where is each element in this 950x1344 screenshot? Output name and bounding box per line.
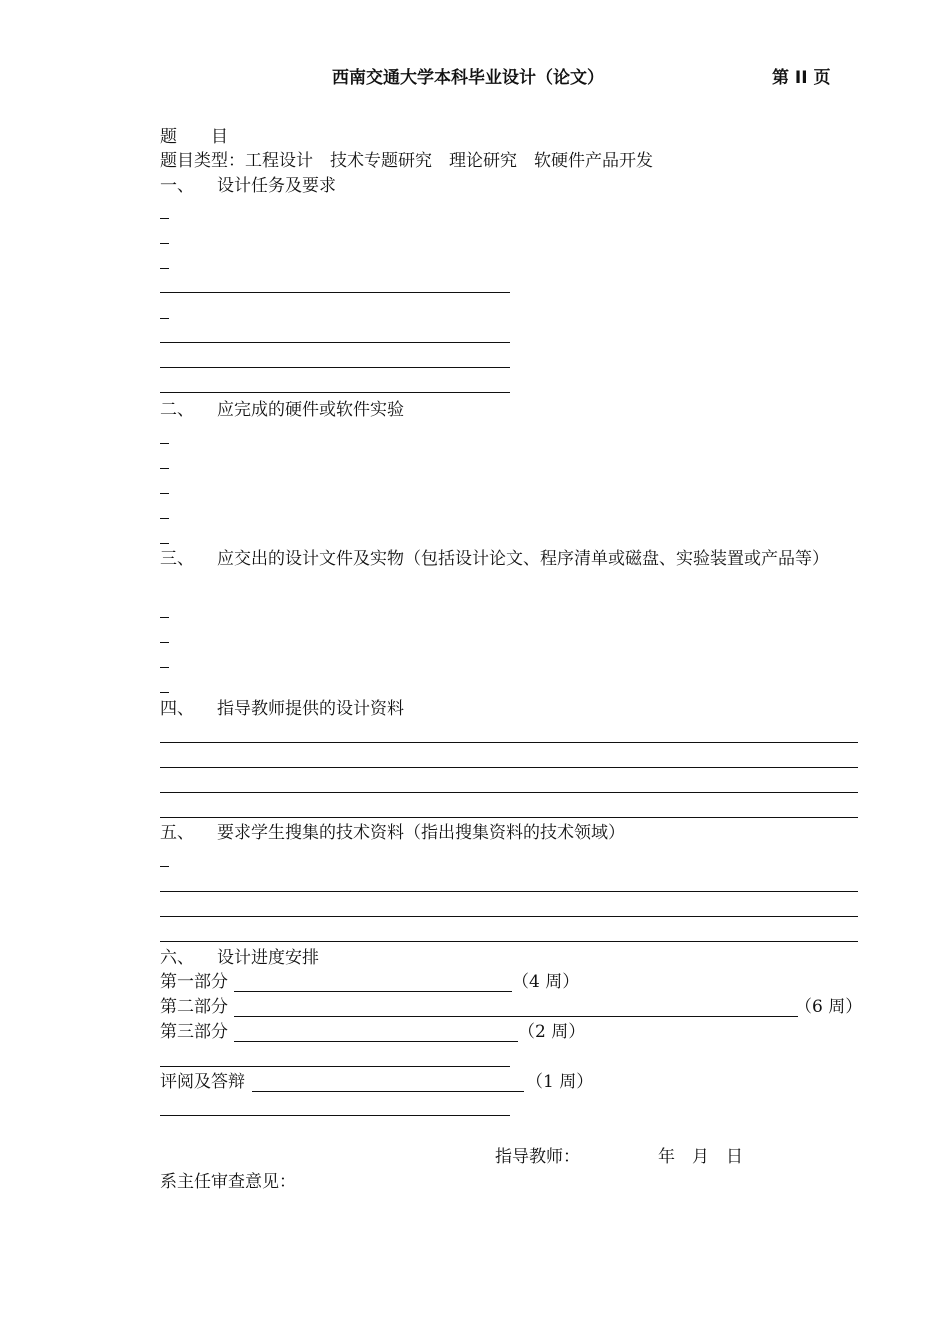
blank-dash bbox=[160, 667, 169, 668]
blank-dash bbox=[160, 692, 169, 693]
schedule-review-weeks: （1 周） bbox=[526, 1072, 594, 1092]
answer-line bbox=[160, 292, 510, 293]
schedule-review-line bbox=[252, 1091, 524, 1092]
schedule-part-1-weeks: （4 周） bbox=[512, 972, 580, 992]
answer-line bbox=[160, 1066, 510, 1067]
answer-line bbox=[160, 1115, 510, 1116]
schedule-part-3-line bbox=[234, 1041, 518, 1042]
schedule-part-1-line bbox=[234, 991, 512, 992]
section-4-title: 指导教师提供的设计资料 bbox=[217, 699, 404, 719]
schedule-part-2-label: 第二部分 bbox=[160, 997, 228, 1017]
section-5-title: 要求学生搜集的技术资料（指出搜集资料的技术领域） bbox=[217, 823, 625, 843]
dept-review-label: 系主任审查意见： bbox=[160, 1172, 296, 1192]
blank-dash bbox=[160, 268, 169, 269]
answer-line bbox=[160, 941, 858, 942]
blank-dash bbox=[160, 218, 169, 219]
document-title: 西南交通大学本科毕业设计（论文） bbox=[332, 68, 604, 88]
advisor-label: 指导教师： bbox=[495, 1147, 580, 1167]
blank-dash bbox=[160, 617, 169, 618]
schedule-part-3-weeks: （2 周） bbox=[518, 1022, 586, 1042]
answer-line bbox=[160, 342, 510, 343]
blank-dash bbox=[160, 543, 169, 544]
blank-dash bbox=[160, 642, 169, 643]
section-3-number: 三、 bbox=[160, 549, 194, 569]
answer-line bbox=[160, 392, 510, 393]
schedule-part-2-line bbox=[234, 1016, 798, 1017]
page-number: 第 II 页 bbox=[772, 68, 831, 88]
answer-line bbox=[160, 742, 858, 743]
schedule-part-1-label: 第一部分 bbox=[160, 972, 228, 992]
section-3-title: 应交出的设计文件及实物（包括设计论文、程序清单或磁盘、实验装置或产品等） bbox=[217, 549, 829, 569]
schedule-part-2-weeks: （6 周） bbox=[795, 997, 863, 1017]
section-4-number: 四、 bbox=[160, 699, 194, 719]
topic-label: 题 目 bbox=[160, 127, 228, 147]
blank-dash bbox=[160, 518, 169, 519]
schedule-part-3-label: 第三部分 bbox=[160, 1022, 228, 1042]
section-1-title: 设计任务及要求 bbox=[217, 176, 336, 196]
blank-dash bbox=[160, 468, 169, 469]
date-label: 年 月 日 bbox=[658, 1147, 743, 1167]
section-2-title: 应完成的硬件或软件实验 bbox=[217, 400, 404, 420]
blank-dash bbox=[160, 866, 169, 867]
answer-line bbox=[160, 817, 858, 818]
answer-line bbox=[160, 916, 858, 917]
blank-dash bbox=[160, 493, 169, 494]
section-5-number: 五、 bbox=[160, 823, 194, 843]
answer-line bbox=[160, 367, 510, 368]
section-6-number: 六、 bbox=[160, 948, 194, 968]
section-1-number: 一、 bbox=[160, 176, 194, 196]
section-6-title: 设计进度安排 bbox=[217, 948, 319, 968]
section-2-number: 二、 bbox=[160, 400, 194, 420]
answer-line bbox=[160, 891, 858, 892]
blank-dash bbox=[160, 318, 169, 319]
answer-line bbox=[160, 792, 858, 793]
schedule-review-label: 评阅及答辩 bbox=[160, 1072, 245, 1092]
answer-line bbox=[160, 767, 858, 768]
blank-dash bbox=[160, 243, 169, 244]
topic-type-line: 题目类型：工程设计 技术专题研究 理论研究 软硬件产品开发 bbox=[160, 151, 653, 171]
blank-dash bbox=[160, 443, 169, 444]
